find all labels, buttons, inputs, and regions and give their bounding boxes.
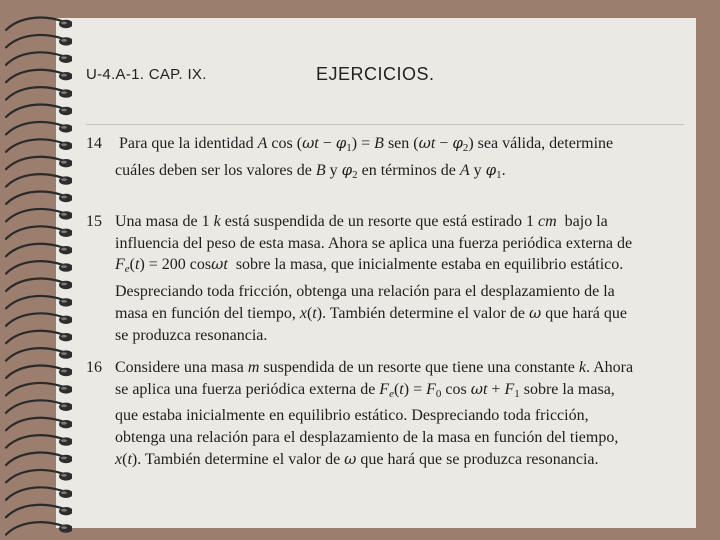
binding-ring	[6, 383, 72, 395]
exercise-15	[86, 211, 698, 346]
exercise-line: $F_e(t) = 200$ cosωt sobre la masa, que inicialmente estaba en equilibrio estático.	[115, 255, 624, 276]
binding-ring	[6, 209, 72, 221]
exercise-line: cuáles deben ser los valores de B y $\varphi_2$ en términos de A y $\varphi_1$.	[115, 160, 506, 181]
exercise-line: se aplica una fuerza periódica externa de $F_e(t) = F_0$ $\cos \omega t + F_1$ sobre la masa,	[115, 379, 615, 400]
binding-ring	[6, 52, 72, 64]
binding-ring	[6, 435, 72, 447]
binding-ring	[6, 122, 72, 134]
binding-ring	[6, 470, 72, 482]
binding-ring	[6, 313, 72, 325]
exercise-line: que estaba inicialmente en equilibrio estático. Despreciando toda fricción,	[115, 407, 589, 425]
exercise-number: 15	[86, 213, 102, 230]
exercise-line: se produzca resonancia.	[115, 326, 268, 344]
exercise-line: masa en función del tiempo, x(t). También determine el valor de ω que hará que	[115, 303, 627, 322]
binding-ring	[6, 87, 72, 99]
binding-ring	[6, 18, 72, 30]
exercise-number: 16	[86, 359, 102, 376]
binding-ring	[6, 348, 72, 360]
page-title: EJERCICIOS.	[316, 64, 435, 84]
exercise-14	[86, 133, 698, 186]
binding-ring	[6, 105, 72, 117]
binding-ring	[6, 244, 72, 256]
binding-ring	[6, 279, 72, 291]
exercise-line: Considere una masa m suspendida de un resorte que tiene una constante k. Ahora	[115, 359, 634, 376]
exercise-number: 14	[86, 135, 102, 152]
binding-ring	[6, 418, 72, 430]
section-label: U-4.A-1. CAP. IX.	[86, 66, 207, 83]
binding-ring	[6, 400, 72, 412]
binding-ring	[6, 192, 72, 204]
header-divider	[86, 124, 684, 125]
exercise-line: obtenga una relación para el desplazamiento de la masa en función del tiempo,	[115, 429, 619, 447]
exercise-line: Una masa de 1 k está suspendida de un resorte que está estirado 1 cm bajo la	[115, 213, 608, 230]
spiral-binding	[0, 0, 72, 540]
exercise-line: Despreciando toda fricción, obtenga una relación para el desplazamiento de la	[115, 283, 615, 301]
exercise-16	[86, 357, 698, 471]
binding-ring	[6, 453, 72, 465]
exercise-line: Para que la identidad A $\cos (\omega t - \varphi_1) = B$ sen $(\omega t - \varphi_2)$ sea válida, determine	[115, 134, 614, 154]
binding-ring	[6, 70, 72, 82]
exercise-line: x(t). También determine el valor de ω que hará que se produzca resonancia.	[115, 449, 599, 468]
binding-ring	[6, 366, 72, 378]
binding-ring	[6, 487, 72, 499]
binding-ring	[6, 174, 72, 186]
binding-ring	[6, 522, 72, 534]
binding-ring	[6, 35, 72, 47]
binding-ring	[6, 226, 72, 238]
binding-ring	[6, 139, 72, 151]
binding-ring	[6, 261, 72, 273]
binding-ring	[6, 505, 72, 517]
binding-ring	[6, 331, 72, 343]
binding-ring	[6, 296, 72, 308]
binding-ring	[6, 157, 72, 169]
exercise-line: influencia del peso de esta masa. Ahora se aplica una fuerza periódica externa de	[115, 234, 633, 252]
